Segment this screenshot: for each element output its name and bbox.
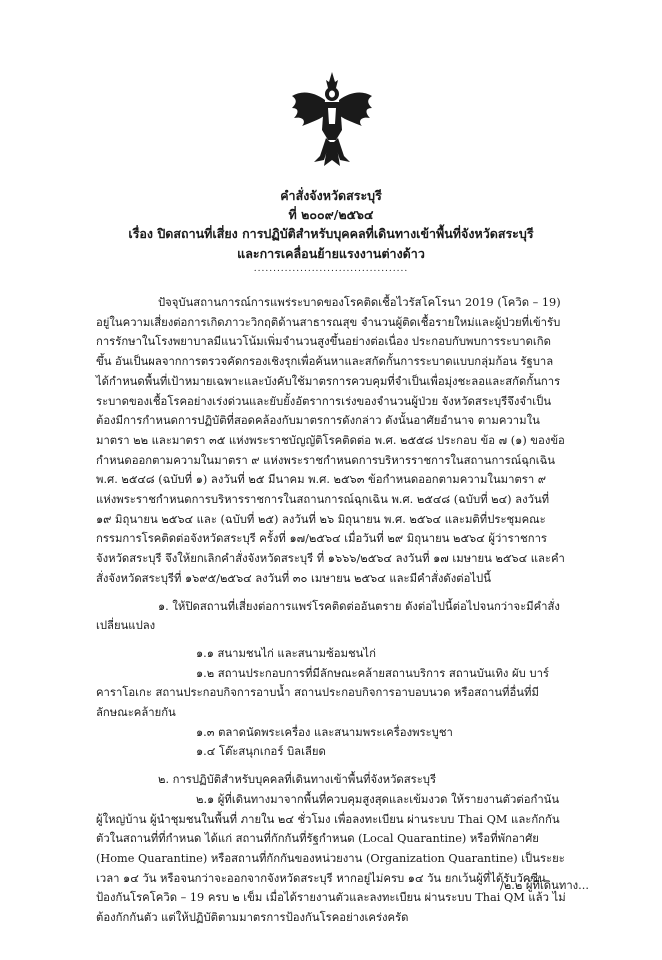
document-body	[96, 293, 566, 928]
title-divider: ........................................	[253, 264, 409, 274]
subject-line-1: เรื่อง ปิดสถานที่เสี่ยง การปฏิบัติสำหรับบุคคลที่เดินทางเข้าพื้นที่จังหวัดสระบุรี	[128, 226, 534, 241]
continuation-note: /๒.๒ ผู้ที่เดินทาง...	[500, 879, 589, 892]
item-2-1: ๒.๑ ผู้ที่เดินทางมาจากพื้นที่ควบคุมสูงสุดและเข้มงวด ให้รายงานตัวต่อกำนัน ผู้ใหญ่บ้าน ผู้นำชุมชนในพื้นที่ ภายใน ๒๔ ชั่วโมง เพื่อลงทะเบียน ผ่านระบบ Thai QM และกักกันตัวในสถานที่ที่กำหนด ได้แก่ สถานที่กักกันที่รัฐกำหนด (Local Quarantine) หรือที่พักอาศัย (Home Quarantine) หรือสถานที่กักกันของหน่วยงาน (Organization Quarantine) เป็นระยะเวลา ๑๔ วัน หรือจนกว่าจะออกจากจังหวัดสระบุรี หากอยู่ไม่ครบ ๑๔ วัน ยกเว้นผู้ที่ได้รับวัคซีนป้องกันโรคโควิด – 19 ครบ ๒ เข็ม เมื่อได้รายงานตัวและลงทะเบียน ผ่านระบบ Thai QM แล้ว ไม่ต้องกักกันตัว แต่ให้ปฏิบัติตามมาตรการป้องกันโรคอย่างเคร่งครัด	[96, 792, 566, 925]
garuda-emblem-icon	[290, 70, 374, 170]
item-1-3: ๑.๓ ตลาดนัดพระเครื่อง และสนามพระเครื่องพระบูชา	[196, 725, 453, 739]
item-2: ๒. การปฏิบัติสำหรับบุคคลที่เดินทางเข้าพื้นที่จังหวัดสระบุรี	[158, 773, 437, 787]
item-1: ๑. ให้ปิดสถานที่เสี่ยงต่อการแพร่โรคติดต่ออันตราย ดังต่อไปนี้ต่อไปจนกว่าจะมีคำสั่งเปลี่ยนแปลง	[96, 599, 560, 633]
order-number: ที่ ๒๐๐๙/๒๕๖๔	[288, 207, 374, 222]
intro-paragraph: ปัจจุบันสถานการณ์การแพร่ระบาดของโรคติดเชื้อไวรัสโคโรนา 2019 (โควิด – 19) อยู่ในความเสี่ยงต่อการเกิดภาวะวิกฤติด้านสาธารณสุข จำนวนผู้ติดเชื้อรายใหม่และผู้ป่วยที่เข้ารับการรักษาในโรงพยาบาลมีแนวโน้มเพิ่มจำนวนสูงขึ้นอย่างต่อเนื่อง ประกอบกับพบการระบาดเกิดขึ้น อันเป็นผลจากการตรวจคัดกรองเชิงรุกเพื่อค้นหาและสกัดกั้นการระบาดแบบกลุ่มก้อน รัฐบาลได้กำหนดพื้นที่เป้าหมายเฉพาะและบังคับใช้มาตรการควบคุมที่จำเป็นเพื่อมุ่งชะลอและสกัดกั้นการระบาดของเชื้อโรคอย่างเร่งด่วนและยับยั้งอัตราการเร่งของจำนวนผู้ป่วย จังหวัดสระบุรีจึงจำเป็นต้องมีการกำหนดการปฏิบัติที่สอดคล้องกับมาตรการดังกล่าว ดังนั้นอาศัยอำนาจ ตามความในมาตรา ๒๒ และมาตรา ๓๕ แห่งพระราชบัญญัติโรคติดต่อ พ.ศ. ๒๕๕๘ ประกอบ ข้อ ๗ (๑) ของข้อกำหนดออกตามความในมาตรา ๙ แห่งพระราชกำหนดการบริหารราชการในสถานการณ์ฉุกเฉิน พ.ศ. ๒๕๔๘ (ฉบับที่ ๑) ลงวันที่ ๒๕ มีนาคม พ.ศ. ๒๕๖๓ ข้อกำหนดออกตามความในมาตรา ๙ แห่งพระราชกำหนดการบริหารราชการในสถานการณ์ฉุกเฉิน พ.ศ. ๒๕๔๘ (ฉบับที่ ๒๔) ลงวันที่ ๑๙ มิถุนายน ๒๕๖๔ และ (ฉบับที่ ๒๕) ลงวันที่ ๒๖ มิถุนายน พ.ศ. ๒๕๖๔ และมติที่ประชุมคณะกรรมการโรคติดต่อจังหวัดสระบุรี ครั้งที่ ๑๗/๒๕๖๔ เมื่อวันที่ ๒๙ มิถุนายน ๒๕๖๔ ผู้ว่าราชการจังหวัดสระบุรี จึงให้ยกเลิกคำสั่งจังหวัดสระบุรี ที่ ๑๖๖๖/๒๕๖๔ ลงวันที่ ๑๗ เมษายน ๒๕๖๔ และคำสั่งจังหวัดสระบุรีที่ ๑๖๙๕/๒๕๖๔ ลงวันที่ ๓๐ เมษายน ๒๕๖๔ และมีคำสั่งดังต่อไปนี้	[96, 296, 565, 585]
order-title: คำสั่งจังหวัดสระบุรี	[280, 188, 382, 203]
subject-line-2: และการเคลื่อนย้ายแรงงานต่างด้าว	[237, 246, 425, 261]
item-1-4: ๑.๔ โต๊ะสนุกเกอร์ บิลเลียด	[196, 745, 326, 759]
item-1-1: ๑.๑ สนามชนไก่ และสนามซ้อมชนไก่	[196, 646, 376, 660]
item-1-2: ๑.๒ สถานประกอบการที่มีลักษณะคล้ายสถานบริการ สถานบันเทิง ผับ บาร์ คาราโอเกะ สถานประกอบกิจการอาบน้ำ สถานประกอบกิจการอาบอบนวด หรือสถานที่อื่นที่มีลักษณะคล้ายกัน	[96, 666, 549, 720]
